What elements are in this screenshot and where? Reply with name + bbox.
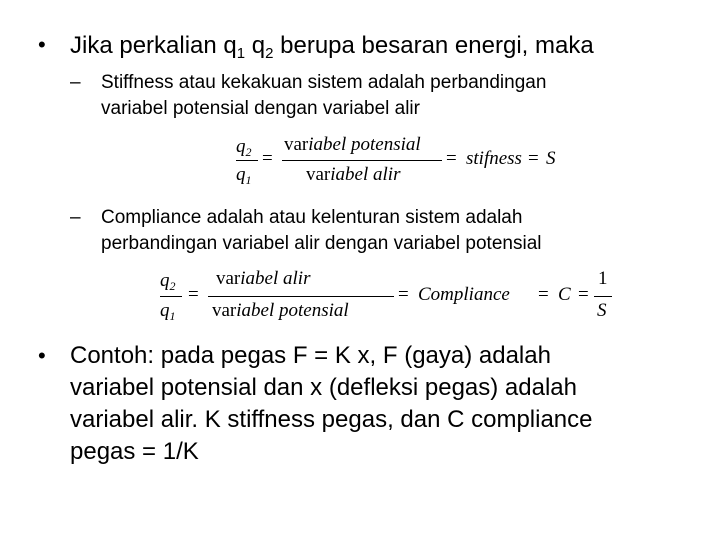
- stiffness-equation: $q_2$ $q_1$ = variabel potensial variabel alir = stifness = S: [236, 134, 556, 187]
- sub-bullet-2-line2: perbandingan variabel alir dengan variabel potensial: [101, 233, 542, 254]
- dash-marker: –: [70, 207, 81, 228]
- bullet-2-line3: variabel alir. K stiffness pegas, dan C compliance: [70, 406, 593, 433]
- sub-bullet-2-line1: Compliance adalah atau kelenturan sistem adalah: [101, 207, 523, 228]
- dash-marker: –: [70, 72, 81, 93]
- bullet-1-text: Jika perkalian $q_1$ $q_2$ berupa besaran energi, maka: [70, 32, 594, 62]
- bullet-2-line1: Contoh: pada pegas F = K x, F (gaya) adalah: [70, 342, 551, 369]
- fraction-bar: [208, 296, 394, 297]
- fraction-bar: [594, 296, 612, 297]
- bullet-2-line4: pegas = 1/K: [70, 438, 199, 465]
- fraction-bar: [160, 296, 182, 297]
- fraction-bar: [282, 160, 442, 161]
- bullet-marker: •: [38, 32, 46, 57]
- fraction-bar: [236, 160, 258, 161]
- bullet-marker: •: [38, 343, 46, 368]
- bullet-2-line2: variabel potensial dan x (defleksi pegas) adalah: [70, 374, 577, 401]
- sub-bullet-1-line2: variabel potensial dengan variabel alir: [101, 98, 420, 119]
- compliance-equation: $q_2$ $q_1$ = variabel alir variabel potensial = Compliance = C = 1 S: [0, 0, 720, 540]
- sub-bullet-1-line1: Stiffness atau kekakuan sistem adalah perbandingan: [101, 72, 547, 93]
